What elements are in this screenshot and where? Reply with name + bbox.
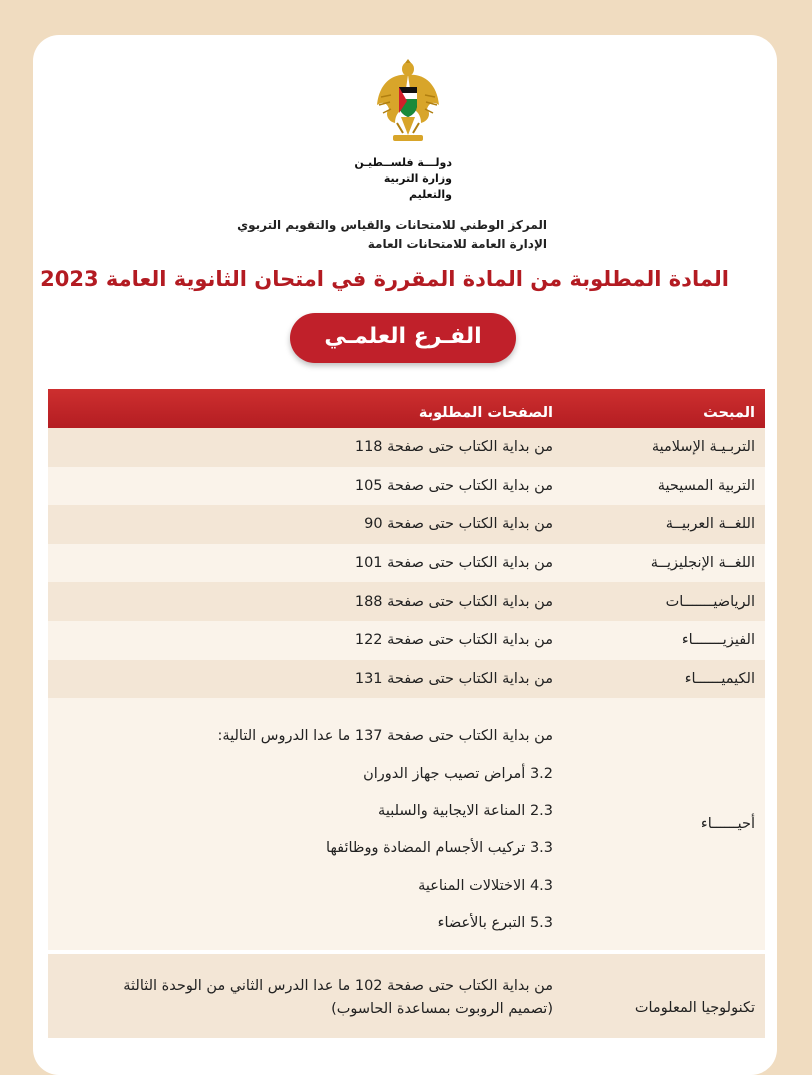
pages-note: (تصميم الروبوت بمساعدة الحاسوب) <box>331 1001 553 1018</box>
pages-cell: من بداية الكتاب حتى صفحة 188 <box>354 593 553 610</box>
subject-cell: اللغــة العربيــة <box>665 516 755 533</box>
table-header-row <box>48 389 765 428</box>
pages-cell: من بداية الكتاب حتى صفحة 90 <box>364 516 553 533</box>
pages-line: من بداية الكتاب حتى صفحة 102 ما عدا الدرس الثاني من الوحدة الثالثة <box>123 978 553 995</box>
pages-cell: من بداية الكتاب حتى صفحة 105 <box>354 477 553 494</box>
pages-cell: من بداية الكتاب حتى صفحة 118 <box>354 439 553 456</box>
excluded-lesson: 3.3 تركيب الأجسام المضادة ووظائفها <box>326 840 553 857</box>
table-row <box>48 505 765 544</box>
department-name-line: الإدارة العامة للامتحانات العامة <box>367 237 547 251</box>
subject-cell: أحيــــــاء <box>700 816 755 833</box>
column-header-pages: الصفحات المطلوبة <box>418 404 553 421</box>
table-row <box>48 621 765 660</box>
pages-cell: من بداية الكتاب حتى صفحة 101 <box>354 555 553 572</box>
table-row <box>48 428 765 467</box>
pages-line: من بداية الكتاب حتى صفحة 137 ما عدا الدروس التالية: <box>217 728 553 745</box>
ministry-name-line: وزارة التربية والتعليم <box>383 172 452 201</box>
table-row <box>48 582 765 621</box>
ministry-name <box>342 155 452 203</box>
excluded-lesson: 5.3 التبرع بالأعضاء <box>437 915 553 932</box>
table-row <box>48 467 765 506</box>
pages-cell: من بداية الكتاب حتى صفحة 131 <box>354 670 553 687</box>
table-row-it <box>48 954 765 1038</box>
table-row-biology <box>48 698 765 950</box>
subject-cell: الكيميــــــاء <box>684 670 755 687</box>
branch-badge: الفـرع العلمـي <box>290 313 516 363</box>
excluded-lesson: 2.3 المناعة الايجابية والسلبية <box>378 802 553 819</box>
excluded-lesson: 3.2 أمراض تصيب جهاز الدوران <box>363 765 553 782</box>
document-card <box>33 35 777 1075</box>
pages-cell <box>48 698 559 942</box>
table-row <box>48 660 765 699</box>
subject-cell: تكنولوجيا المعلومات <box>634 1000 755 1017</box>
column-header-subject: المبحث <box>703 404 755 421</box>
palestine-eagle-emblem-icon <box>373 57 443 147</box>
pages-cell: من بداية الكتاب حتى صفحة 122 <box>354 632 553 649</box>
subject-cell: الفيزيـــــــاء <box>681 632 755 649</box>
subject-cell: الرياضيـــــــات <box>665 593 755 610</box>
subject-cell: اللغــة الإنجليزيــة <box>650 555 755 572</box>
table-row <box>48 544 765 583</box>
subject-cell: التربـيـة الإسلامية <box>651 439 755 456</box>
pages-cell <box>48 971 559 1021</box>
excluded-lesson: 4.3 الاختلالات المناعية <box>418 877 553 894</box>
state-name-line: دولـــة فلســطيـن <box>354 156 452 169</box>
center-name-line: المركز الوطني للامتحانات والقياس والتقويم التربوي <box>237 218 547 232</box>
subject-cell: التربية المسيحية <box>657 477 755 494</box>
subjects-table <box>48 389 765 1038</box>
exam-center-name <box>237 216 547 254</box>
page-title: المادة المطلوبة من المادة المقررة في امتحان الثانوية العامة 2023 <box>40 267 729 291</box>
